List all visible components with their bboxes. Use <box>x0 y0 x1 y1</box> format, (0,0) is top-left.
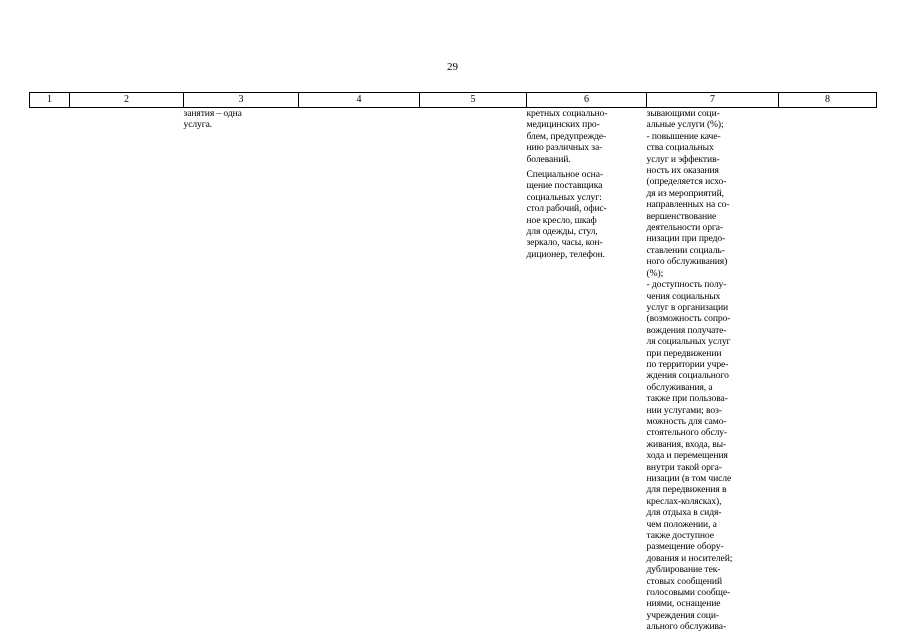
col-7-line: дублирование тек- <box>646 564 721 576</box>
col-6-line: щение поставщика <box>526 180 603 192</box>
col-6-line: нию различных за- <box>526 142 603 154</box>
col-3-line: услуга. <box>183 119 213 131</box>
col-7-line: направленных на со- <box>646 199 730 211</box>
col-7-line: - повышение каче- <box>646 130 721 142</box>
col-7-line: - доступность полу- <box>646 279 727 291</box>
col-6-line: Специальное осна- <box>526 169 603 181</box>
cell-col-5 <box>420 108 527 633</box>
col-7-line: низации (в том числе <box>646 473 732 484</box>
col-7-line: для передвижения в <box>646 484 727 496</box>
col-6-line: для одежды, стул, <box>526 226 598 238</box>
col-6-line: ное кресло, шкаф <box>526 214 597 226</box>
col-7-line: (возможность сопро- <box>646 313 731 325</box>
col-7-line: нии услугами; воз- <box>646 404 722 416</box>
col-7-line: ность их оказания <box>646 165 719 177</box>
col-7-line: вершенствование <box>646 210 717 222</box>
col-7-line: голосовыми сообще- <box>646 587 731 599</box>
col-7-line: можность для само- <box>646 415 727 427</box>
cell-col-6-paragraph-1 <box>527 108 647 165</box>
cell-col-3 <box>184 108 299 633</box>
cell-col-6-paragraph-2 <box>527 169 647 260</box>
col-7-line: для отдыха в сидя- <box>646 507 722 519</box>
col-7-line: стоятельного обслу- <box>646 427 728 439</box>
col-7-line: также при пользова- <box>646 393 728 405</box>
column-header-8: 8 <box>779 93 877 108</box>
col-7-line: ставлении социаль- <box>646 244 725 256</box>
column-header-5: 5 <box>420 93 527 108</box>
col-7-line: ниями, оснащение <box>646 598 721 610</box>
col-6-line: социальных услуг: <box>526 191 602 203</box>
col-7-line: ного обслуживания) <box>646 256 728 268</box>
col-7-line: обслуживания, а <box>646 381 713 393</box>
col-7-line: учреждения соци- <box>646 609 719 621</box>
col-7-line: дя из мероприятий, <box>646 187 724 199</box>
column-header-4: 4 <box>299 93 420 108</box>
col-7-line: чем положении, а <box>646 518 717 530</box>
cell-col-7 <box>647 108 779 633</box>
cell-col-3-text <box>184 108 299 131</box>
col-7-line: внутри такой орга- <box>646 461 722 473</box>
col-7-line: дования и носителей; <box>646 552 733 564</box>
services-table <box>29 92 877 633</box>
col-6-line: болеваний. <box>526 153 571 165</box>
col-3-line: занятия – одна <box>183 108 242 119</box>
col-7-line: низации при предо- <box>646 233 726 245</box>
column-header-2: 2 <box>70 93 184 108</box>
column-header-6: 6 <box>527 93 647 108</box>
col-7-line: стовых сообщений <box>646 575 722 587</box>
col-6-line: стол рабочий, офис- <box>526 203 607 215</box>
cell-col-7-text <box>647 108 779 633</box>
col-7-line: деятельности орга- <box>646 222 724 234</box>
page-number: 29 <box>447 61 458 73</box>
col-7-line: по территории учре- <box>646 358 729 370</box>
col-7-line: ля социальных услуг <box>646 336 731 348</box>
col-7-line: живания, входа, вы- <box>646 438 727 450</box>
col-6-line: медицинских про- <box>526 119 600 131</box>
col-7-line: также доступное <box>646 530 714 542</box>
col-7-line: вождения получате- <box>646 324 727 336</box>
column-header-7: 7 <box>647 93 779 108</box>
col-7-line: ального обслужива- <box>646 621 727 633</box>
col-6-line: кретных социально- <box>526 108 608 119</box>
cell-col-2 <box>70 108 184 633</box>
cell-col-8 <box>779 108 877 633</box>
column-header-3: 3 <box>184 93 299 108</box>
col-7-line: креслах-колясках), <box>646 495 722 507</box>
table-row <box>30 108 877 633</box>
col-7-line: альные услуги (%); <box>646 119 724 131</box>
cell-col-4 <box>299 108 420 633</box>
col-7-line: услуг и эффектив- <box>646 153 720 165</box>
header-row <box>30 93 877 108</box>
col-7-line: размещение обору- <box>646 541 724 553</box>
col-7-line: чения социальных <box>646 290 721 302</box>
col-6-line: блем, предупрежде- <box>526 130 607 142</box>
col-7-line: ждения социального <box>646 370 729 382</box>
col-7-line: (%); <box>646 267 664 279</box>
col-7-line: хода и перемещения <box>646 450 728 462</box>
col-7-line: услуг в организации <box>646 301 729 313</box>
col-6-line: диционер, телефон. <box>526 248 605 260</box>
col-7-line: зывающими соци- <box>646 108 720 119</box>
cell-col-1 <box>30 108 70 633</box>
cell-col-6 <box>527 108 647 633</box>
col-7-line: ства социальных <box>646 142 714 154</box>
col-7-line: при передвижении <box>646 347 722 359</box>
column-header-1: 1 <box>30 93 70 108</box>
col-6-line: зеркало, часы, кон- <box>526 237 603 249</box>
col-7-line: (определяется исхо- <box>646 176 727 188</box>
